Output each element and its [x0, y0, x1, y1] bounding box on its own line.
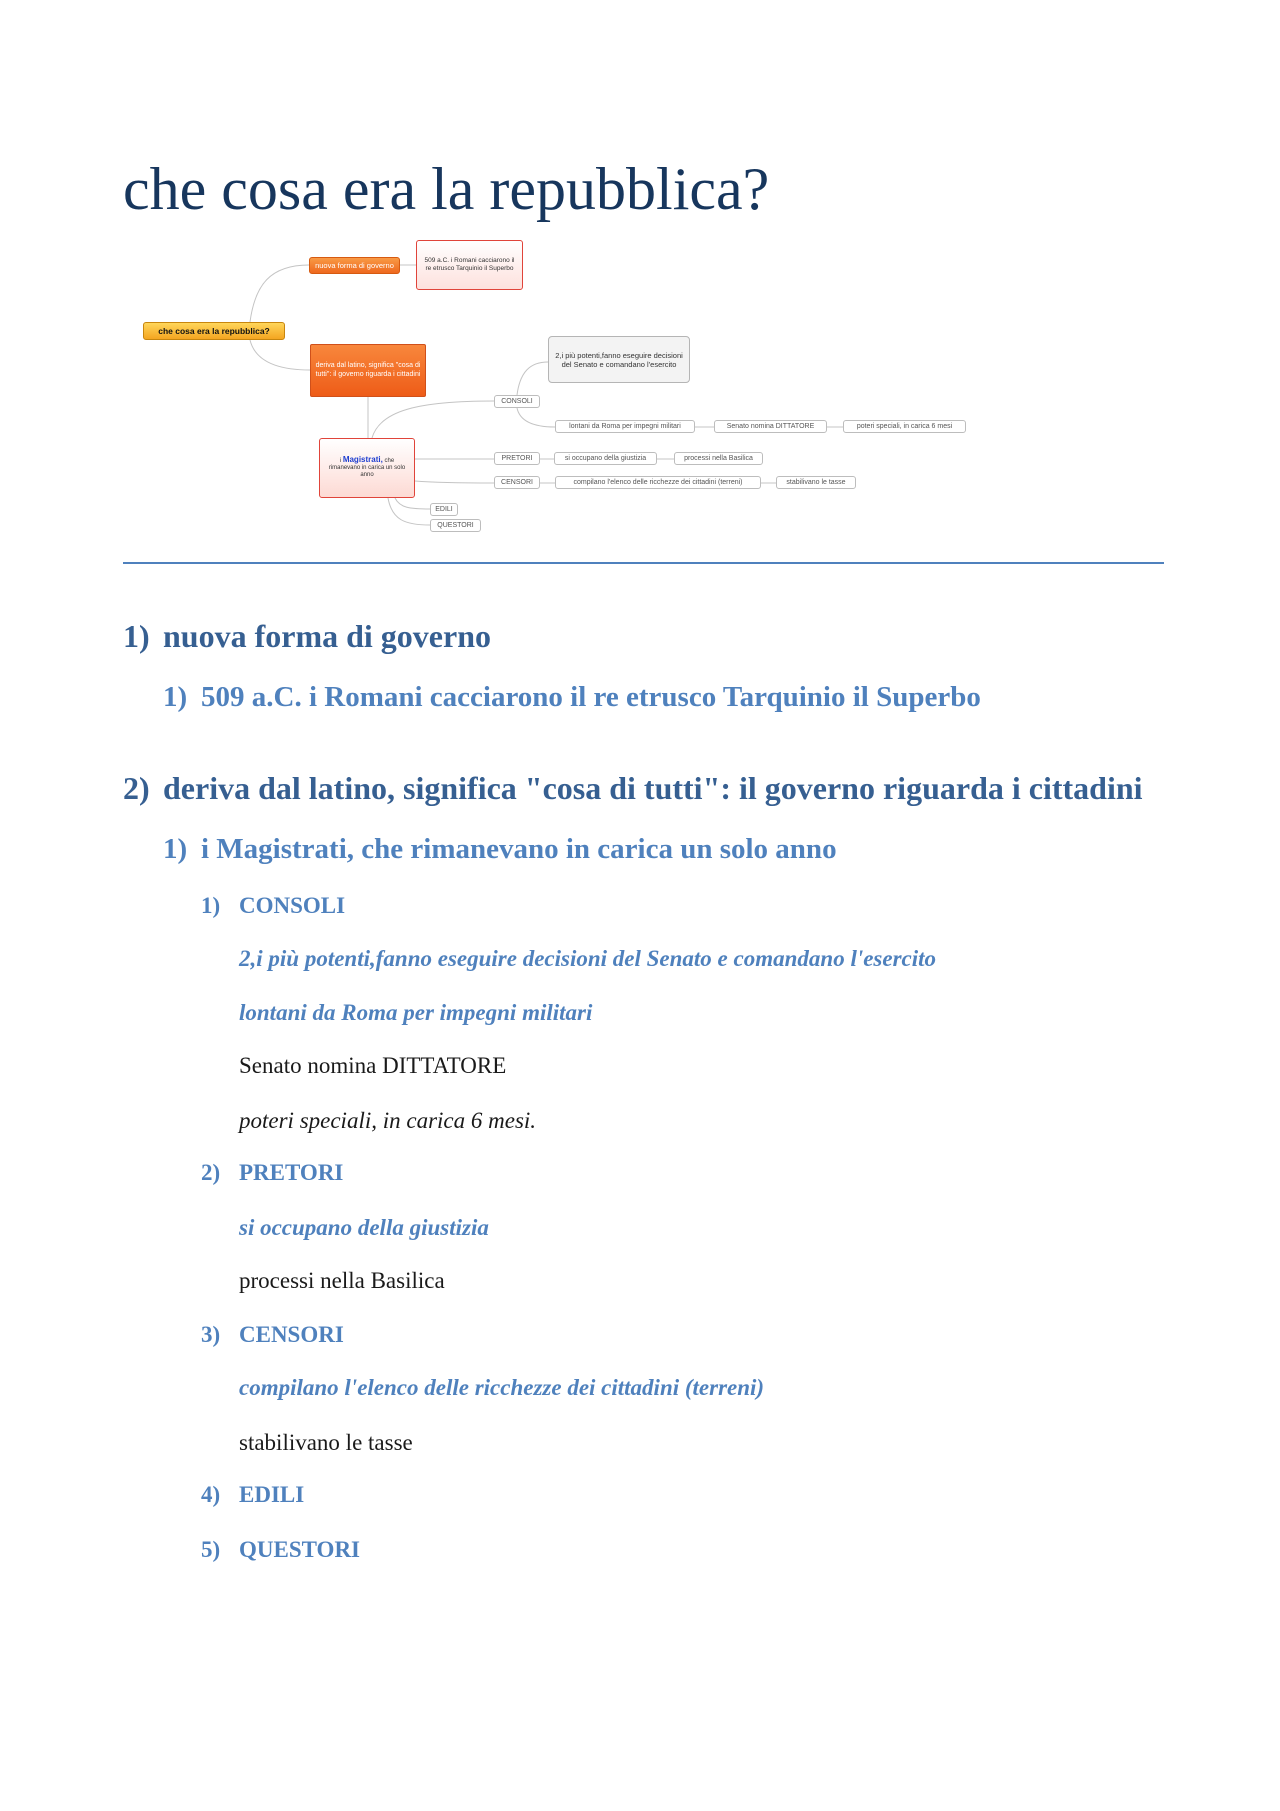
list-marker: 5) [201, 1537, 221, 1562]
magistrati-pre: i [339, 458, 343, 464]
connector-magistrati-censori [415, 481, 494, 483]
note-censori-compilano: compilano l'elenco delle ricchezze dei cittadini (terreni) [239, 1375, 765, 1400]
list-item-text: PRETORI [239, 1160, 344, 1185]
mindmap-tag-dittatore: Senato nomina DITTATORE [714, 420, 827, 433]
heading-text: deriva dal latino, significa "cosa di tutti": il governo riguarda i cittadini [163, 770, 1143, 806]
subheading-text: i Magistrati, che rimanevano in carica un solo anno [201, 833, 837, 865]
mindmap-node-magistrati [319, 438, 415, 498]
list-marker: 1) [163, 681, 188, 713]
connector-root-deriva [250, 340, 310, 370]
note-consoli-poteri: poteri speciali, in carica 6 mesi. [239, 1108, 537, 1133]
mindmap-node-509: 509 a.C. i Romani cacciarono il re etrusco Tarquinio il Superbo [416, 240, 523, 290]
note-consoli-dittatore: Senato nomina DITTATORE [239, 1053, 507, 1078]
mindmap-node-consoli-note: 2,i più potenti,fanno eseguire decisioni del Senato e comandano l'esercito [548, 336, 690, 383]
note-pretori-basilica: processi nella Basilica [239, 1268, 445, 1293]
list-item-text: CENSORI [239, 1322, 344, 1347]
mindmap-tag-compilano: compilano l'elenco delle ricchezze dei cittadini (terreni) [555, 476, 761, 489]
note-censori-tasse: stabilivano le tasse [239, 1430, 413, 1455]
mindmap-tag-basilica: processi nella Basilica [674, 452, 763, 465]
mindmap-root-node: che cosa era la repubblica? [143, 322, 285, 340]
mindmap-tag-questori: QUESTORI [430, 519, 481, 532]
mindmap-tag-edili: EDILI [430, 503, 458, 516]
list-item-consoli [201, 891, 345, 921]
list-marker: 1) [163, 833, 188, 865]
heading-nuova-forma [123, 616, 491, 656]
mindmap-node-deriva: deriva dal latino, significa "cosa di tutti": il governo riguarda i cittadini [310, 344, 426, 397]
list-item-edili [201, 1480, 304, 1510]
connector-magistrati-questori [388, 498, 430, 525]
list-item-text: QUESTORI [239, 1537, 361, 1562]
document-title: che cosa era la repubblica? [123, 156, 770, 222]
connector-magistrati-consoli [372, 401, 494, 438]
list-marker: 3) [201, 1322, 221, 1347]
mindmap-tag-pretori: PRETORI [494, 452, 540, 465]
connector-magistrati-edili [395, 498, 430, 509]
heading-text: nuova forma di governo [163, 618, 491, 654]
list-item-text: CONSOLI [239, 893, 346, 918]
connector-consoli-lontani [517, 408, 555, 427]
list-marker: 1) [201, 893, 221, 918]
horizontal-rule [123, 562, 1164, 564]
mindmap-tag-lontani: lontani da Roma per impegni militari [555, 420, 695, 433]
heading-deriva [123, 768, 1143, 808]
list-marker: 2) [201, 1160, 221, 1185]
mindmap-node-nuova-forma: nuova forma di governo [309, 257, 400, 274]
magistrati-post: che rimanevano in carica un solo anno [328, 458, 406, 479]
mindmap-tag-tasse: stabilivano le tasse [776, 476, 856, 489]
connector-consoli-note [517, 362, 548, 395]
list-marker: 2) [123, 770, 150, 806]
connector-root-nuova-forma [250, 265, 309, 322]
mindmap-tag-consoli: CONSOLI [494, 395, 540, 408]
note-consoli-potenti: 2,i più potenti,fanno eseguire decisioni del Senato e comandano l'esercito [239, 946, 937, 971]
list-marker: 4) [201, 1482, 221, 1507]
list-marker: 1) [123, 618, 150, 654]
mindmap-tag-poteri: poteri speciali, in carica 6 mesi [843, 420, 966, 433]
list-item-questori [201, 1535, 360, 1565]
list-item-pretori [201, 1158, 343, 1188]
subheading-text: 509 a.C. i Romani cacciarono il re etrusco Tarquinio il Superbo [201, 681, 981, 713]
magistrati-strong: Magistrati, [342, 455, 383, 464]
note-pretori-giustizia: si occupano della giustizia [239, 1215, 489, 1240]
list-item-text: EDILI [239, 1482, 305, 1507]
subheading-magistrati [163, 831, 837, 867]
mindmap-tag-censori: CENSORI [494, 476, 540, 489]
note-consoli-lontani: lontani da Roma per impegni militari [239, 1000, 593, 1025]
list-item-censori [201, 1320, 344, 1350]
subheading-509 [163, 679, 981, 715]
mindmap-tag-giustizia: si occupano della giustizia [554, 452, 657, 465]
